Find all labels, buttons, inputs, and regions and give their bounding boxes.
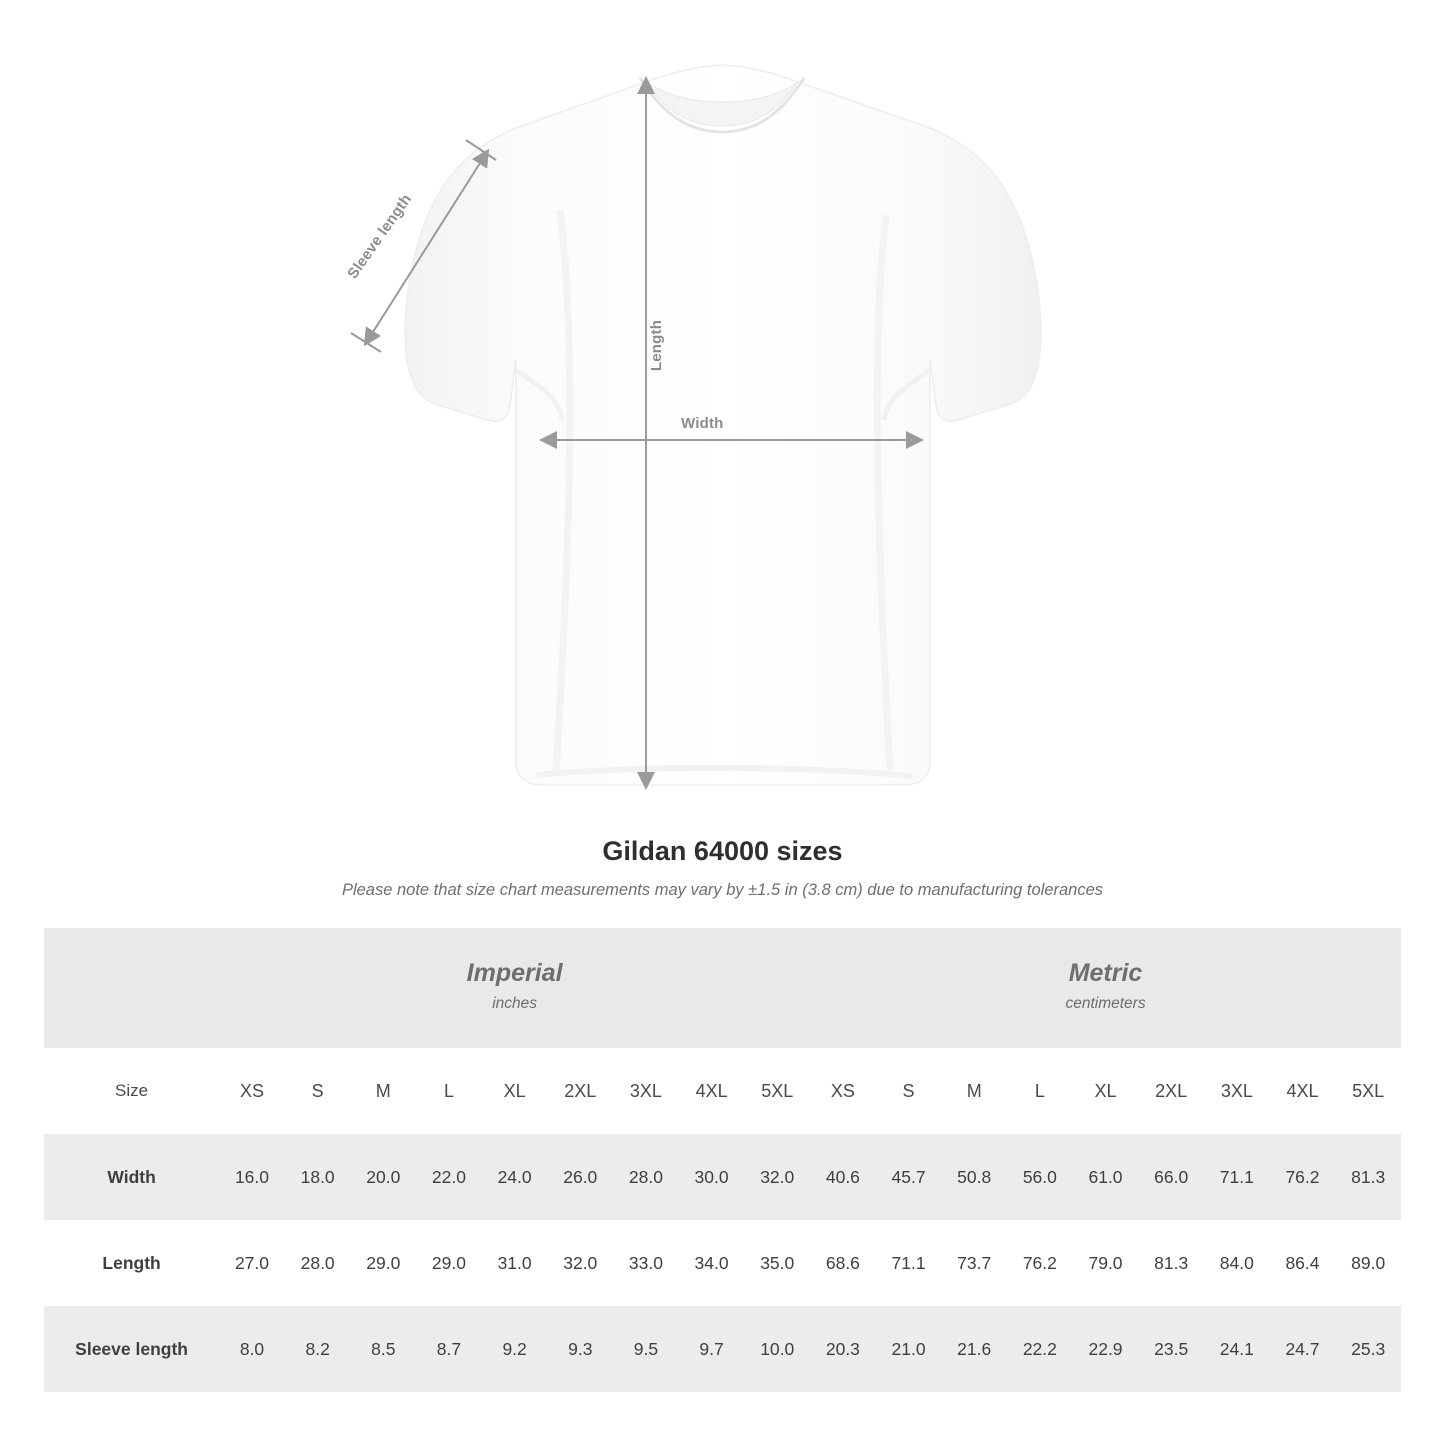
size-header-cell: 4XL bbox=[1270, 1048, 1336, 1134]
cell-width-imperial: 16.0 bbox=[219, 1134, 285, 1220]
unit-header-row bbox=[44, 928, 1401, 1048]
width-dimension-label: Width bbox=[681, 415, 724, 432]
cell-sleeve-imperial: 8.7 bbox=[416, 1306, 482, 1392]
cell-length-imperial: 33.0 bbox=[613, 1220, 679, 1306]
size-chart-table-wrapper bbox=[44, 928, 1401, 1392]
cell-width-imperial: 22.0 bbox=[416, 1134, 482, 1220]
cell-width-imperial: 20.0 bbox=[350, 1134, 416, 1220]
cell-sleeve-metric: 24.1 bbox=[1204, 1306, 1270, 1392]
page-title: Gildan 64000 sizes bbox=[602, 836, 843, 866]
cell-length-metric: 89.0 bbox=[1335, 1220, 1401, 1306]
size-header-cell: XS bbox=[810, 1048, 876, 1134]
cell-length-metric: 84.0 bbox=[1204, 1220, 1270, 1306]
metric-unit-header bbox=[810, 928, 1401, 1048]
cell-length-imperial: 35.0 bbox=[744, 1220, 810, 1306]
cell-length-imperial: 31.0 bbox=[482, 1220, 548, 1306]
cell-length-metric: 73.7 bbox=[941, 1220, 1007, 1306]
cell-sleeve-metric: 24.7 bbox=[1270, 1306, 1336, 1392]
cell-width-metric: 66.0 bbox=[1138, 1134, 1204, 1220]
cell-sleeve-imperial: 8.0 bbox=[219, 1306, 285, 1392]
cell-length-imperial: 28.0 bbox=[285, 1220, 351, 1306]
table-row bbox=[44, 1134, 1401, 1220]
table-row bbox=[44, 1220, 1401, 1306]
cell-width-metric: 61.0 bbox=[1073, 1134, 1139, 1220]
size-header-cell: 2XL bbox=[1138, 1048, 1204, 1134]
size-header-cell: XL bbox=[1073, 1048, 1139, 1134]
cell-sleeve-metric: 21.0 bbox=[876, 1306, 942, 1392]
cell-length-metric: 71.1 bbox=[876, 1220, 942, 1306]
cell-length-metric: 81.3 bbox=[1138, 1220, 1204, 1306]
cell-length-imperial: 27.0 bbox=[219, 1220, 285, 1306]
cell-length-imperial: 34.0 bbox=[679, 1220, 745, 1306]
size-header-row bbox=[44, 1048, 1401, 1134]
cell-sleeve-imperial: 9.2 bbox=[482, 1306, 548, 1392]
imperial-unit-header bbox=[219, 928, 810, 1048]
size-header-cell: 2XL bbox=[547, 1048, 613, 1134]
cell-width-imperial: 18.0 bbox=[285, 1134, 351, 1220]
cell-width-imperial: 32.0 bbox=[744, 1134, 810, 1220]
row-label-sleeve-length: Sleeve length bbox=[44, 1306, 219, 1392]
length-dimension-label: Length bbox=[648, 319, 666, 372]
size-header-cell: L bbox=[1007, 1048, 1073, 1134]
size-header-cell: L bbox=[416, 1048, 482, 1134]
cell-length-imperial: 29.0 bbox=[350, 1220, 416, 1306]
cell-length-metric: 79.0 bbox=[1073, 1220, 1139, 1306]
cell-width-metric: 50.8 bbox=[941, 1134, 1007, 1220]
size-header-cell: 4XL bbox=[679, 1048, 745, 1134]
cell-sleeve-imperial: 8.2 bbox=[285, 1306, 351, 1392]
row-label-length: Length bbox=[44, 1220, 219, 1306]
cell-sleeve-imperial: 9.7 bbox=[679, 1306, 745, 1392]
cell-length-imperial: 29.0 bbox=[416, 1220, 482, 1306]
size-header-cell: S bbox=[285, 1048, 351, 1134]
imperial-unit-sub: inches bbox=[492, 994, 538, 1012]
cell-width-metric: 76.2 bbox=[1270, 1134, 1336, 1220]
unit-header-spacer bbox=[44, 928, 219, 1048]
size-header-cell: 3XL bbox=[613, 1048, 679, 1134]
size-header-cell: M bbox=[941, 1048, 1007, 1134]
cell-width-metric: 56.0 bbox=[1007, 1134, 1073, 1220]
cell-width-imperial: 28.0 bbox=[613, 1134, 679, 1220]
sleeve-length-dimension-label: Sleeve length bbox=[344, 190, 416, 283]
size-header-cell: XS bbox=[219, 1048, 285, 1134]
size-header-cell: S bbox=[876, 1048, 942, 1134]
cell-width-metric: 81.3 bbox=[1335, 1134, 1401, 1220]
cell-sleeve-imperial: 9.3 bbox=[547, 1306, 613, 1392]
metric-unit-name: Metric bbox=[1068, 959, 1143, 988]
cell-width-imperial: 24.0 bbox=[482, 1134, 548, 1220]
size-header-cell: M bbox=[350, 1048, 416, 1134]
size-header-cell: XL bbox=[482, 1048, 548, 1134]
cell-sleeve-imperial: 10.0 bbox=[744, 1306, 810, 1392]
cell-length-metric: 68.6 bbox=[810, 1220, 876, 1306]
cell-sleeve-metric: 22.9 bbox=[1073, 1306, 1139, 1392]
cell-width-metric: 45.7 bbox=[876, 1134, 942, 1220]
cell-sleeve-imperial: 9.5 bbox=[613, 1306, 679, 1392]
row-label-width: Width bbox=[44, 1134, 219, 1220]
size-header-cell: 5XL bbox=[1335, 1048, 1401, 1134]
cell-sleeve-metric: 22.2 bbox=[1007, 1306, 1073, 1392]
imperial-unit-name: Imperial bbox=[466, 959, 563, 988]
cell-width-metric: 71.1 bbox=[1204, 1134, 1270, 1220]
cell-sleeve-metric: 25.3 bbox=[1335, 1306, 1401, 1392]
cell-width-imperial: 26.0 bbox=[547, 1134, 613, 1220]
cell-length-imperial: 32.0 bbox=[547, 1220, 613, 1306]
cell-sleeve-metric: 20.3 bbox=[810, 1306, 876, 1392]
tolerance-note: Please note that size chart measurements may vary by ±1.5 in (3.8 cm) due to manufacturing tolerances bbox=[341, 881, 1104, 899]
cell-sleeve-imperial: 8.5 bbox=[350, 1306, 416, 1392]
cell-sleeve-metric: 23.5 bbox=[1138, 1306, 1204, 1392]
cell-sleeve-metric: 21.6 bbox=[941, 1306, 1007, 1392]
size-chart-table bbox=[44, 928, 1401, 1392]
size-header-cell: 3XL bbox=[1204, 1048, 1270, 1134]
size-header-cell: 5XL bbox=[744, 1048, 810, 1134]
size-row-label: Size bbox=[44, 1048, 219, 1134]
cell-length-metric: 86.4 bbox=[1270, 1220, 1336, 1306]
chart-header bbox=[0, 836, 1445, 900]
metric-unit-sub: centimeters bbox=[1065, 994, 1146, 1012]
table-row bbox=[44, 1306, 1401, 1392]
cell-width-metric: 40.6 bbox=[810, 1134, 876, 1220]
cell-length-metric: 76.2 bbox=[1007, 1220, 1073, 1306]
cell-width-imperial: 30.0 bbox=[679, 1134, 745, 1220]
